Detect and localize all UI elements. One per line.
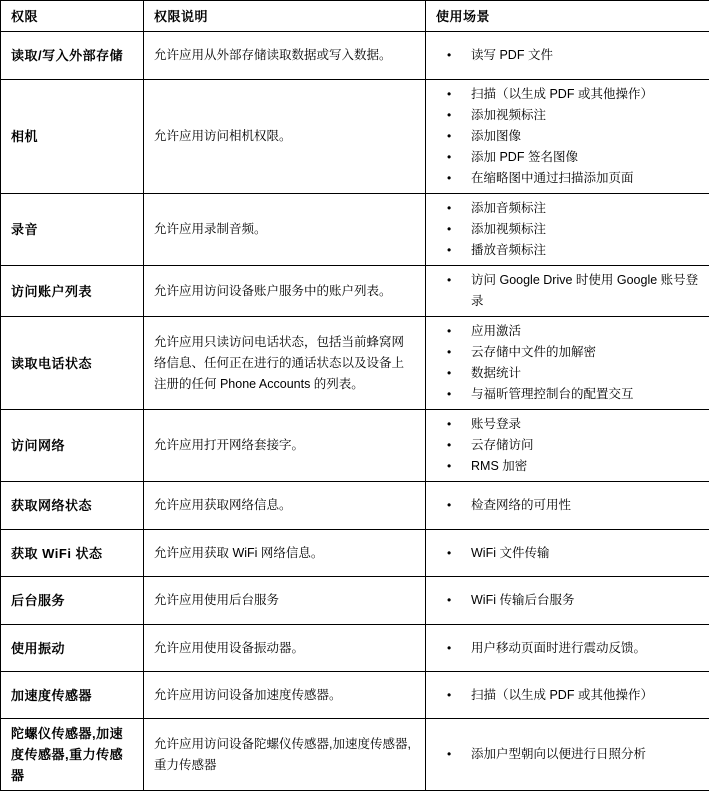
- scenario-text: 播放音频标注: [471, 240, 703, 261]
- scenario-text: 添加图像: [471, 126, 703, 147]
- scenario-list: [426, 45, 703, 66]
- scenario-text: 添加视频标注: [471, 105, 703, 126]
- list-item: [426, 685, 703, 706]
- table-row-vibration: [1, 625, 709, 672]
- permission-description: 允许应用获取 WiFi 网络信息。: [144, 530, 426, 577]
- list-item: [426, 543, 703, 564]
- permission-name: 获取 WiFi 状态: [1, 530, 144, 577]
- permission-name: 读取电话状态: [1, 317, 144, 410]
- scenario-text: 读写 PDF 文件: [471, 45, 703, 66]
- bullet-icon: •: [426, 240, 471, 261]
- list-item: [426, 384, 703, 405]
- bullet-icon: •: [426, 168, 471, 189]
- permission-description: 允许应用访问设备加速度传感器。: [144, 672, 426, 719]
- permission-description: 允许应用只读访问电话状态，包括当前蜂窝网络信息、任何正在进行的通话状态以及设备上注册的任何 Phone Accounts 的列表。: [144, 317, 426, 410]
- list-item: [426, 198, 703, 219]
- permission-description: 允许应用从外部存储读取数据或写入数据。: [144, 32, 426, 80]
- table-row-accounts: [1, 266, 709, 317]
- bullet-icon: •: [426, 414, 471, 435]
- list-item: [426, 147, 703, 168]
- table-row-gyroscope: [1, 719, 709, 791]
- scenario-text: 在缩略图中通过扫描添加页面: [471, 168, 703, 189]
- scenario-text: 检查网络的可用性: [471, 495, 703, 516]
- permission-description: 允许应用使用设备振动器。: [144, 625, 426, 672]
- table-row-accelerometer: [1, 672, 709, 719]
- bullet-icon: •: [426, 45, 471, 66]
- list-item: [426, 105, 703, 126]
- scenario-text: 用户移动页面时进行震动反馈。: [471, 638, 703, 659]
- table-row-network-access: [1, 410, 709, 482]
- list-item: [426, 342, 703, 363]
- column-header-permission: 权限: [1, 1, 144, 32]
- permission-description: 允许应用录制音频。: [144, 194, 426, 266]
- permission-description: 允许应用使用后台服务: [144, 577, 426, 625]
- permission-description: 允许应用访问设备陀螺仪传感器,加速度传感器,重力传感器: [144, 719, 426, 791]
- bullet-icon: •: [426, 270, 471, 291]
- bullet-icon: •: [426, 384, 471, 405]
- scenario-text: 数据统计: [471, 363, 703, 384]
- permission-description: 允许应用访问相机权限。: [144, 80, 426, 194]
- scenario-text: 应用激活: [471, 321, 703, 342]
- list-item: [426, 321, 703, 342]
- bullet-icon: •: [426, 744, 471, 765]
- scenario-list: [426, 414, 703, 477]
- bullet-icon: •: [426, 590, 471, 611]
- scenario-text: RMS 加密: [471, 456, 703, 477]
- bullet-icon: •: [426, 219, 471, 240]
- table-row-external-storage: [1, 32, 709, 80]
- scenario-text: WiFi 传输后台服务: [471, 590, 703, 611]
- permission-name: 访问账户列表: [1, 266, 144, 317]
- bullet-icon: •: [426, 342, 471, 363]
- list-item: [426, 126, 703, 147]
- table-row-phone-state: [1, 317, 709, 410]
- permission-name: 陀螺仪传感器,加速度传感器,重力传感器: [1, 719, 144, 791]
- scenario-text: 云存储中文件的加解密: [471, 342, 703, 363]
- header-row: [1, 1, 709, 32]
- permission-description: 允许应用获取网络信息。: [144, 482, 426, 530]
- scenario-text: 添加 PDF 签名图像: [471, 147, 703, 168]
- table-row-wifi-state: [1, 530, 709, 577]
- list-item: [426, 456, 703, 477]
- list-item: [426, 744, 703, 765]
- list-item: [426, 84, 703, 105]
- scenario-list: [426, 744, 703, 765]
- list-item: [426, 414, 703, 435]
- bullet-icon: •: [426, 147, 471, 168]
- scenario-text: 扫描（以生成 PDF 或其他操作）: [471, 84, 703, 105]
- scenario-list: [426, 270, 703, 312]
- list-item: [426, 363, 703, 384]
- permission-name: 读取/写入外部存储: [1, 32, 144, 80]
- bullet-icon: •: [426, 126, 471, 147]
- scenario-list: [426, 685, 703, 706]
- list-item: [426, 219, 703, 240]
- scenario-text: 添加视频标注: [471, 219, 703, 240]
- list-item: [426, 495, 703, 516]
- bullet-icon: •: [426, 456, 471, 477]
- permission-name: 获取网络状态: [1, 482, 144, 530]
- scenario-text: 扫描（以生成 PDF 或其他操作）: [471, 685, 703, 706]
- scenario-text: 与福昕管理控制台的配置交互: [471, 384, 703, 405]
- table-row-network-state: [1, 482, 709, 530]
- list-item: [426, 435, 703, 456]
- permission-name: 使用振动: [1, 625, 144, 672]
- scenario-text: WiFi 文件传输: [471, 543, 703, 564]
- bullet-icon: •: [426, 105, 471, 126]
- permission-description: 允许应用访问设备账户服务中的账户列表。: [144, 266, 426, 317]
- scenario-list: [426, 84, 703, 189]
- bullet-icon: •: [426, 363, 471, 384]
- permission-description: 允许应用打开网络套接字。: [144, 410, 426, 482]
- bullet-icon: •: [426, 198, 471, 219]
- list-item: [426, 270, 703, 312]
- table-row-background-service: [1, 577, 709, 625]
- scenario-text: 访问 Google Drive 时使用 Google 账号登录: [471, 270, 703, 312]
- list-item: [426, 240, 703, 261]
- scenario-text: 添加音频标注: [471, 198, 703, 219]
- scenario-list: [426, 590, 703, 611]
- scenario-text: 添加户型朝向以便进行日照分析: [471, 744, 703, 765]
- bullet-icon: •: [426, 685, 471, 706]
- list-item: [426, 45, 703, 66]
- scenario-list: [426, 543, 703, 564]
- bullet-icon: •: [426, 495, 471, 516]
- permission-name: 相机: [1, 80, 144, 194]
- column-header-description: 权限说明: [144, 1, 426, 32]
- table-row-record-audio: [1, 194, 709, 266]
- scenario-text: 云存储访问: [471, 435, 703, 456]
- permission-name: 加速度传感器: [1, 672, 144, 719]
- permission-name: 访问网络: [1, 410, 144, 482]
- bullet-icon: •: [426, 638, 471, 659]
- scenario-list: [426, 198, 703, 261]
- scenario-text: 账号登录: [471, 414, 703, 435]
- scenario-list: [426, 638, 703, 659]
- list-item: [426, 638, 703, 659]
- bullet-icon: •: [426, 435, 471, 456]
- column-header-scenarios: 使用场景: [426, 1, 709, 32]
- bullet-icon: •: [426, 543, 471, 564]
- scenario-list: [426, 495, 703, 516]
- bullet-icon: •: [426, 84, 471, 105]
- bullet-icon: •: [426, 321, 471, 342]
- table-row-camera: [1, 80, 709, 194]
- list-item: [426, 168, 703, 189]
- scenario-list: [426, 321, 703, 405]
- permission-name: 后台服务: [1, 577, 144, 625]
- list-item: [426, 590, 703, 611]
- permission-name: 录音: [1, 194, 144, 266]
